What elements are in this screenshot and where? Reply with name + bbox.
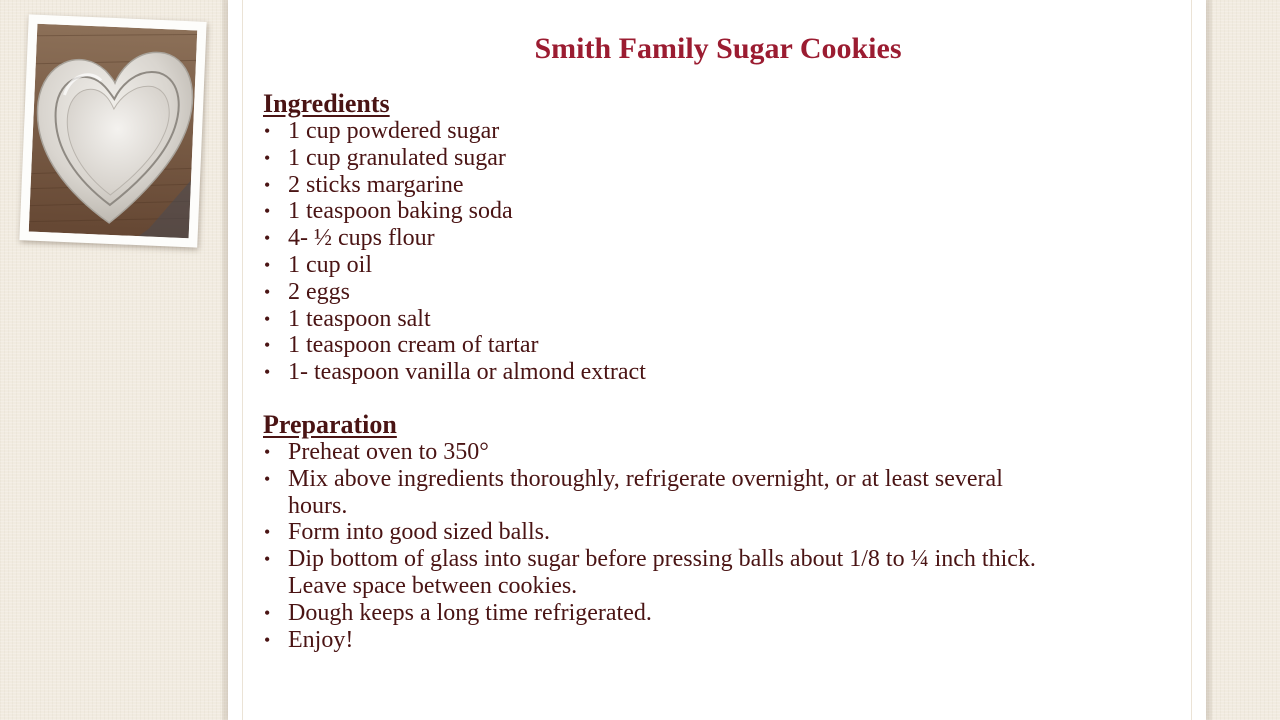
list-item: • 1 teaspoon cream of tartar (263, 332, 1043, 359)
list-item: • 1 teaspoon salt (263, 306, 1043, 333)
list-item: • Form into good sized balls. (263, 519, 1043, 546)
list-item: • 2 sticks margarine (263, 172, 1043, 199)
list-item: • Dip bottom of glass into sugar before pressing balls about 1/8 to ¼ inch thick. Leave space between cookies. (263, 546, 1043, 600)
list-item: • Preheat oven to 350° (263, 439, 1043, 466)
ingredients-heading: Ingredients (263, 89, 390, 118)
heart-bowl-photo (19, 14, 206, 247)
list-item: • 2 eggs (263, 279, 1043, 306)
preparation-heading: Preparation (263, 409, 397, 439)
list-item: • Mix above ingredients thoroughly, refrigerate overnight, or at least several hours. (263, 466, 1043, 520)
ingredients-list (263, 118, 1043, 386)
list-item: • 4- ½ cups flour (263, 225, 1043, 252)
list-item: • 1 cup oil (263, 252, 1043, 279)
heart-bowl-icon (29, 24, 198, 239)
section-spacer (263, 386, 1043, 410)
preparation-list (263, 439, 1043, 653)
list-item: • 1 cup granulated sugar (263, 145, 1043, 172)
list-item: • Dough keeps a long time refrigerated. (263, 600, 1043, 627)
list-item: • Enjoy! (263, 627, 1043, 654)
list-item: • 1 cup powdered sugar (263, 118, 1043, 145)
recipe-body (263, 89, 1043, 653)
list-item: • 1 teaspoon baking soda (263, 198, 1043, 225)
list-item: • 1- teaspoon vanilla or almond extract (263, 359, 1043, 386)
recipe-title: Smith Family Sugar Cookies (534, 32, 902, 65)
